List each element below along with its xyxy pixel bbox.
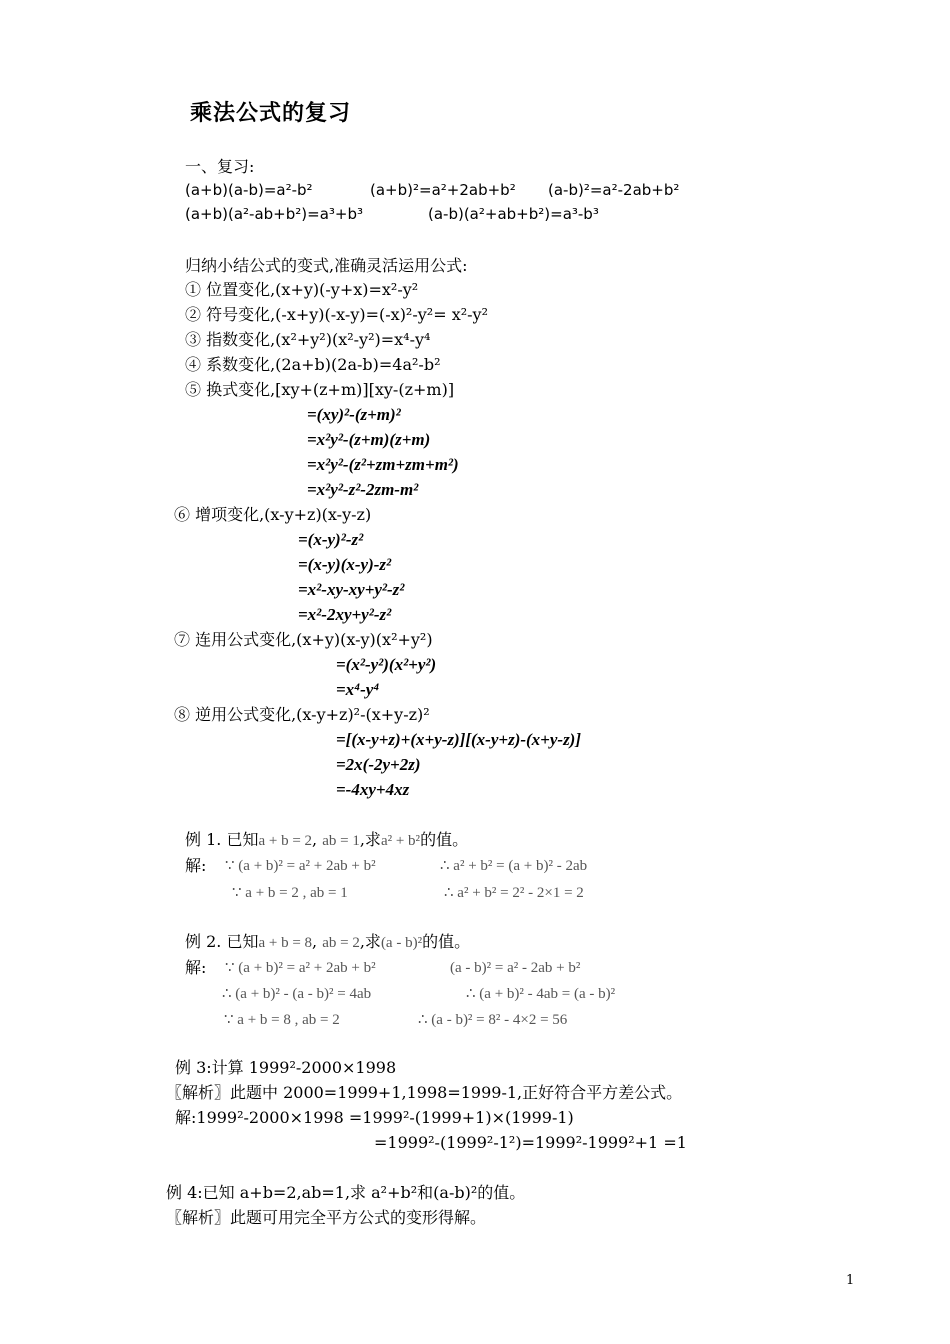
example-1-solution-line: ∴ a² + b² = 2² - 2×1 = 2 (444, 885, 584, 901)
variant-add-term-step: =x²-xy-xy+y²-z² (298, 580, 405, 599)
example-2-solution-line: ∵ a + b = 8 , ab = 2 (224, 1012, 340, 1028)
variant-add-term-step: =(x-y)(x-y)-z² (298, 555, 392, 574)
variant-add-term-step: =x²-2xy+y²-z² (298, 605, 392, 624)
example-3-analysis: 〖解析〗此题中 2000=1999+1,1998=1999-1,正好符合平方差公式。 (166, 1083, 683, 1102)
formula-difference-of-squares: (a+b)(a-b)=a²-b² (185, 181, 313, 199)
variant-substitution-step: =x²y²-(z²+zm+zm+m²) (307, 455, 459, 474)
variant-exponent: ③ 指数变化,(x²+y²)(x²-y²)=x⁴-y⁴ (185, 330, 431, 349)
variant-reverse-step: =2x(-2y+2z) (336, 755, 421, 774)
example-2-solution-label: 解: (185, 958, 207, 977)
example-4-question: 例 4:已知 a+b=2,ab=1,求 a²+b²和(a-b)²的值。 (166, 1183, 526, 1202)
page-number: 1 (846, 1273, 855, 1288)
example-1-solution-line: ∵ a + b = 2 , ab = 1 (232, 885, 348, 901)
variant-chained-step: =x⁴-y⁴ (336, 680, 380, 699)
example-2-solution-line: ∵ (a + b)² = a² + 2ab + b² (225, 960, 376, 976)
review-heading: 一、复习: (185, 157, 255, 176)
variant-coefficient: ④ 系数变化,(2a+b)(2a-b)=4a²-b² (185, 355, 441, 374)
formula-sum-of-cubes: (a+b)(a²-ab+b²)=a³+b³ (185, 205, 364, 223)
example-3-solution-line: =1999²-(1999²-1²)=1999²-1999²+1 =1 (374, 1133, 687, 1152)
formula-difference-of-cubes: (a-b)(a²+ab+b²)=a³-b³ (428, 205, 599, 223)
example-2-solution-line: (a - b)² = a² - 2ab + b² (450, 960, 581, 976)
example-4-analysis: 〖解析〗此题可用完全平方公式的变形得解。 (166, 1208, 487, 1227)
example-1-question: 例 1. 已知a + b = 2, ab = 1,求a² + b²的值。 (185, 830, 469, 849)
variant-reverse: ⑧ 逆用公式变化,(x-y+z)²-(x+y-z)² (174, 705, 430, 724)
variant-add-term: ⑥ 增项变化,(x-y+z)(x-y-z) (174, 505, 372, 524)
variant-chained: ⑦ 连用公式变化,(x+y)(x-y)(x²+y²) (174, 630, 433, 649)
variant-substitution-step: =(xy)²-(z+m)² (307, 405, 401, 424)
variant-substitution-step: =x²y²-z²-2zm-m² (307, 480, 419, 499)
example-2-question: 例 2. 已知a + b = 8, ab = 2,求(a - b)²的值。 (185, 932, 471, 951)
example-1-solution-line: ∵ (a + b)² = a² + 2ab + b² (225, 858, 376, 874)
example-3-question: 例 3:计算 1999²-2000×1998 (175, 1058, 397, 1077)
variant-add-term-step: =(x-y)²-z² (298, 530, 364, 549)
variant-substitution-step: =x²y²-(z+m)(z+m) (307, 430, 431, 449)
variant-position: ① 位置变化,(x+y)(-y+x)=x²-y² (185, 280, 419, 299)
example-2-solution-line: ∴ (a - b)² = 8² - 4×2 = 56 (418, 1012, 568, 1028)
example-3-solution-line: 解:1999²-2000×1998 =1999²-(1999+1)×(1999-1) (175, 1108, 574, 1127)
variant-reverse-step: =-4xy+4xz (336, 780, 410, 799)
example-1-solution-label: 解: (185, 856, 207, 875)
example-1-solution-line: ∴ a² + b² = (a + b)² - 2ab (440, 858, 588, 874)
variant-chained-step: =(x²-y²)(x²+y²) (336, 655, 437, 674)
formula-square-of-sum: (a+b)²=a²+2ab+b² (370, 181, 516, 199)
page-title: 乘法公式的复习 (190, 100, 352, 126)
example-2-solution-line: ∴ (a + b)² - (a - b)² = 4ab (222, 986, 372, 1002)
variant-reverse-step: =[(x-y+z)+(x+y-z)][(x-y+z)-(x+y-z)] (336, 730, 582, 749)
variants-heading: 归纳小结公式的变式,准确灵活运用公式: (185, 256, 468, 275)
variant-substitution: ⑤ 换式变化,[xy+(z+m)][xy-(z+m)] (185, 380, 455, 399)
example-2-solution-line: ∴ (a + b)² - 4ab = (a - b)² (466, 986, 616, 1002)
formula-square-of-difference: (a-b)²=a²-2ab+b² (548, 181, 680, 199)
variant-sign: ② 符号变化,(-x+y)(-x-y)=(-x)²-y²= x²-y² (185, 305, 488, 324)
